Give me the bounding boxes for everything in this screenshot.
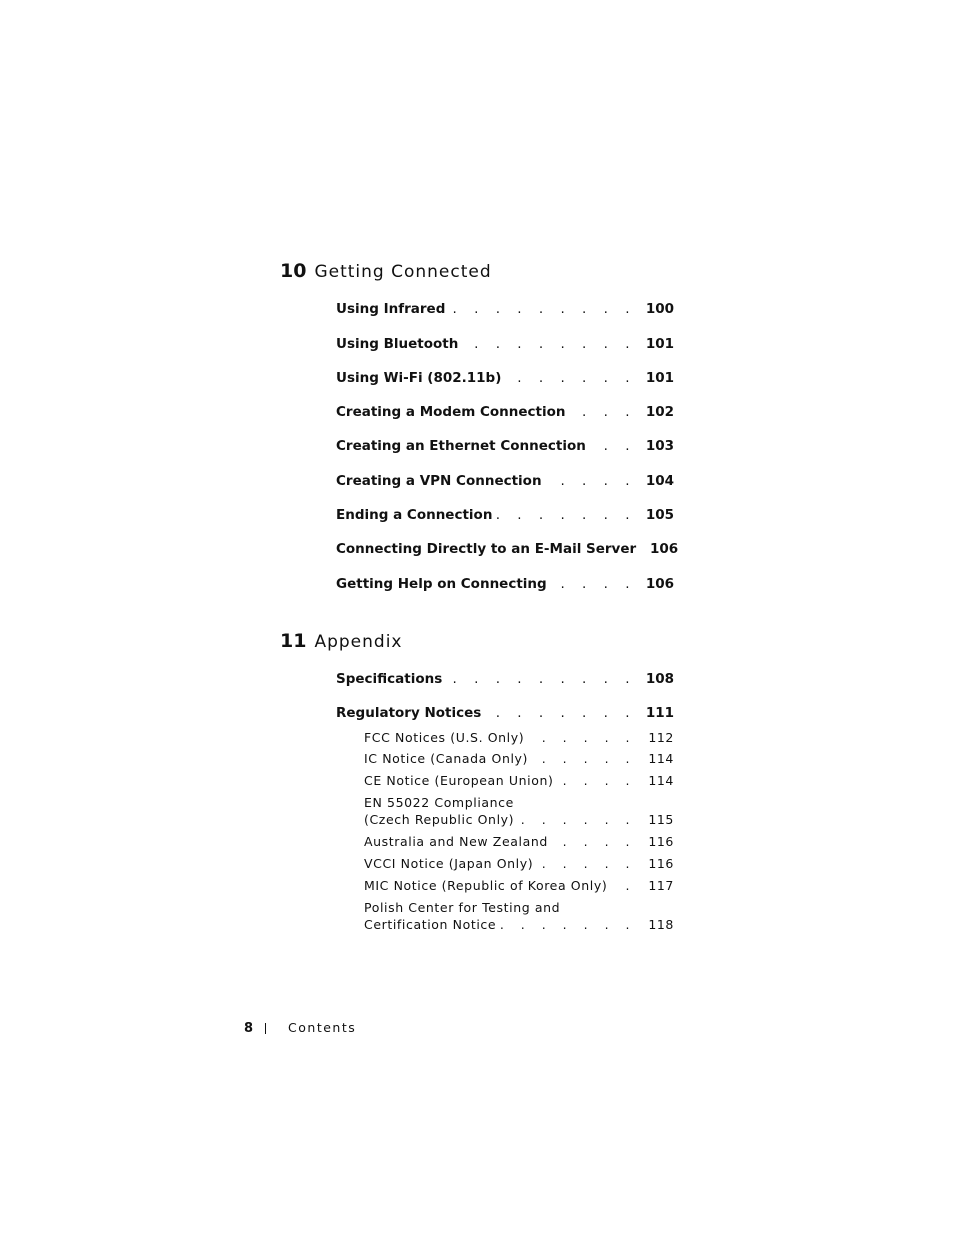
chapter-title: Getting Connected xyxy=(314,262,492,282)
toc-entry-using-infrared[interactable] xyxy=(336,301,674,317)
toc-entry-page: 103 xyxy=(645,438,674,454)
toc-entry-label: Creating an Ethernet Connection xyxy=(336,438,586,454)
dot-leader xyxy=(532,751,636,766)
dot-leader xyxy=(500,917,636,932)
toc-entry-page: 105 xyxy=(645,507,674,523)
chapter-11 xyxy=(280,630,680,932)
dot-leader xyxy=(537,856,636,871)
toc-subentry-ce[interactable] xyxy=(364,773,674,788)
chapter-number: 10 xyxy=(280,260,307,282)
toc-subentry-polish[interactable] xyxy=(364,917,674,932)
toc-entry-page: 106 xyxy=(649,541,679,557)
toc-entry-using-bluetooth[interactable] xyxy=(336,336,674,352)
toc-entry-help-connecting[interactable] xyxy=(336,576,674,592)
dot-leader xyxy=(546,473,636,489)
toc-subentry-label: FCC Notices (U.S. Only) xyxy=(364,730,525,745)
toc-entry-label: Using Bluetooth xyxy=(336,336,459,352)
chapter-number: 11 xyxy=(280,630,307,652)
page-footer xyxy=(244,1020,356,1036)
footer-page-number: 8 xyxy=(244,1021,254,1036)
toc-entry-modem-connection[interactable] xyxy=(336,404,674,420)
toc-subentry-label: Certification Notice xyxy=(364,917,497,932)
toc-entry-page: 100 xyxy=(645,301,674,317)
footer-section-name: Contents xyxy=(288,1020,357,1035)
toc-subentry-page: 114 xyxy=(648,773,674,788)
toc-subentry-label: VCCI Notice (Japan Only) xyxy=(364,856,534,871)
chapter-heading xyxy=(280,260,680,286)
dot-leader xyxy=(449,301,636,317)
chapter-10 xyxy=(280,260,680,592)
toc-subentry-label: IC Notice (Canada Only) xyxy=(364,751,529,766)
toc-subentry-fcc[interactable] xyxy=(364,730,674,745)
chapter-title: Appendix xyxy=(314,632,403,652)
dot-leader xyxy=(462,336,636,352)
toc-subentry-mic[interactable] xyxy=(364,878,674,893)
toc-entry-ethernet-connection[interactable] xyxy=(336,438,674,454)
toc-entry-using-wifi[interactable] xyxy=(336,370,674,386)
dot-leader xyxy=(528,730,636,745)
dot-leader xyxy=(496,507,636,523)
chapter-heading xyxy=(280,630,680,656)
toc-subentry-en55022[interactable] xyxy=(364,812,674,827)
toc-subentry-label: Australia and New Zealand xyxy=(364,834,548,849)
toc-subentry-polish-line1[interactable]: Polish Center for Testing and xyxy=(364,900,561,915)
toc-entry-label: Creating a VPN Connection xyxy=(336,473,542,489)
toc-subentry-page: 117 xyxy=(648,878,674,893)
dot-leader xyxy=(570,404,636,420)
toc-entry-label: Ending a Connection xyxy=(336,507,493,523)
toc-entry-email-server[interactable] xyxy=(336,541,679,557)
toc-subentry-page: 118 xyxy=(648,917,674,932)
dot-leader xyxy=(518,812,636,827)
toc-entry-page: 104 xyxy=(645,473,674,489)
toc-entry-specifications[interactable] xyxy=(336,671,674,687)
toc-subentry-en55022-line1[interactable]: EN 55022 Compliance xyxy=(364,795,514,810)
toc-subentry-page: 116 xyxy=(648,856,674,871)
toc-entry-label: Regulatory Notices xyxy=(336,705,482,721)
toc-subentry-page: 115 xyxy=(648,812,674,827)
toc-entry-label: Connecting Directly to an E-Mail Server xyxy=(336,541,637,557)
toc-subentry-australia-nz[interactable] xyxy=(364,834,674,849)
toc-entry-label: Using Infrared xyxy=(336,301,446,317)
dot-leader xyxy=(485,705,636,721)
toc-entry-page: 108 xyxy=(645,671,674,687)
toc-entry-ending-connection[interactable] xyxy=(336,507,674,523)
dot-leader xyxy=(551,576,636,592)
toc-entry-label: Specifications xyxy=(336,671,443,687)
toc-entry-page: 111 xyxy=(645,705,674,721)
dot-leader xyxy=(558,773,637,788)
toc-entry-label: Using Wi-Fi (802.11b) xyxy=(336,370,502,386)
toc-subentry-label: (Czech Republic Only) xyxy=(364,812,515,827)
toc-entry-page: 101 xyxy=(645,336,674,352)
toc-entry-label: Creating a Modem Connection xyxy=(336,404,566,420)
dot-leader xyxy=(446,671,636,687)
footer-separator xyxy=(265,1023,266,1034)
dot-leader xyxy=(611,878,636,893)
toc-entry-page: 101 xyxy=(645,370,674,386)
toc-subentry-ic[interactable] xyxy=(364,751,674,766)
toc-entry-page: 102 xyxy=(645,404,674,420)
toc-subentry-page: 114 xyxy=(648,751,674,766)
toc-entry-regulatory-notices[interactable] xyxy=(336,705,674,721)
toc-entry-vpn-connection[interactable] xyxy=(336,473,674,489)
toc-subentry-label: CE Notice (European Union) xyxy=(364,773,554,788)
dot-leader xyxy=(552,834,636,849)
dot-leader xyxy=(505,370,636,386)
toc-subentry-page: 112 xyxy=(648,730,674,745)
dot-leader xyxy=(590,438,636,454)
toc-subentry-label: MIC Notice (Republic of Korea Only) xyxy=(364,878,608,893)
toc-subentry-page: 116 xyxy=(648,834,674,849)
toc-subentry-vcci[interactable] xyxy=(364,856,674,871)
toc-entry-page: 106 xyxy=(645,576,674,592)
toc-entry-label: Getting Help on Connecting xyxy=(336,576,547,592)
